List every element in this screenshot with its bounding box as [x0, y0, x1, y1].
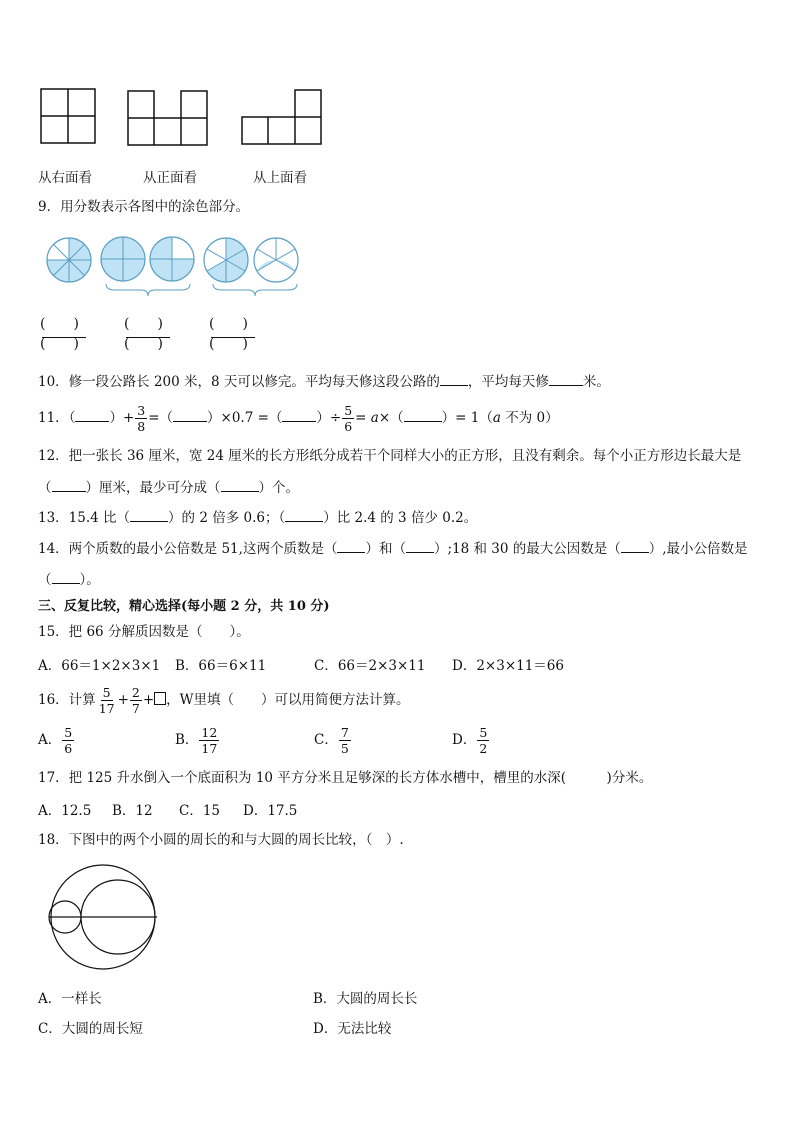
q9-circle-4	[202, 236, 250, 284]
view-top-label: 从上面看	[253, 170, 307, 186]
view-right-figure	[40, 88, 96, 144]
q11-blank-1[interactable]	[75, 421, 109, 422]
view-top-figure	[241, 89, 323, 145]
view-right-label: 从右面看	[38, 170, 92, 186]
q9-circle-2	[99, 235, 147, 283]
q15-option-d[interactable]: D．2×3×11＝66	[452, 658, 564, 674]
q18-circles-figure	[45, 864, 163, 970]
q13: 13．15.4 比（ ）的 2 倍多 0.6；（ ）比 2.4 的 3 倍少 0.2。	[38, 510, 478, 526]
q12-line-1: 12．把一张长 36 厘米，宽 24 厘米的长方形纸分成若干个同样大小的正方形，且没有剩余。每个小正方形边长最大是	[38, 448, 742, 464]
q9-answer-b-numerator[interactable]: ( )	[124, 316, 163, 332]
q15-option-a[interactable]: A．66＝1×2×3×1	[38, 658, 161, 674]
q9-circle-5	[252, 236, 300, 284]
q13-blank-1[interactable]	[130, 521, 168, 522]
q16-option-c[interactable]: C． $\frac{7}{5}$	[314, 725, 349, 756]
q12-blank-2[interactable]	[221, 491, 259, 492]
q16-fraction-2-7: $\frac{2}{7}$	[131, 685, 140, 716]
q18-option-c[interactable]: C．大圆的周长短	[38, 1021, 143, 1037]
q15-option-b[interactable]: B．66＝6×11	[175, 658, 267, 674]
q9-answer-a-denominator[interactable]: ( )	[40, 336, 79, 352]
q11-fraction-3-8: $\frac{3}{8}$	[137, 403, 146, 434]
q10-blank-1[interactable]	[440, 385, 468, 386]
q16-option-d[interactable]: D． $\frac{5}{2}$	[452, 725, 488, 756]
q14-blank-3[interactable]	[621, 552, 649, 553]
q9-answer-c-denominator[interactable]: ( )	[209, 336, 248, 352]
q18-option-a[interactable]: A．一样长	[38, 991, 102, 1007]
q12-blank-1[interactable]	[52, 491, 86, 492]
q17-option-c[interactable]: C．15	[179, 803, 221, 819]
q18-option-b[interactable]: B．大圆的周长长	[313, 991, 418, 1007]
q10: 10．修一段公路长 200 米，8 天可以修完。平均每天修这段公路的 ，平均每天修 米。	[38, 374, 610, 390]
q9-answer-a	[40, 314, 79, 354]
q15-option-c[interactable]: C．66＝2×3×11	[314, 658, 426, 674]
q9-brace-1	[105, 283, 191, 297]
q10-blank-2[interactable]	[549, 385, 583, 386]
section-3-title: 三、反复比较，精心选择(每小题 2 分，共 10 分)	[38, 599, 330, 614]
q11-blank-4[interactable]	[404, 421, 442, 422]
q17-option-b[interactable]: B．12	[112, 803, 153, 819]
q12-line-2: （ ）厘米，最少可分成（ ）个。	[38, 480, 299, 496]
q9-answer-b	[124, 314, 163, 354]
q9-brace-2	[212, 283, 298, 297]
q14-line-1: 14．两个质数的最小公倍数是 51,这两个质数是（ ）和（ ）;18 和 30 的最大公因数是（ ）,最小公倍数是	[38, 541, 748, 557]
q9-answer-b-denominator[interactable]: ( )	[124, 336, 163, 352]
q14-blank-2[interactable]	[406, 552, 434, 553]
q18-text: 18．下图中的两个小圆的周长的和与大圆的周长比较，（ ）.	[38, 832, 404, 848]
q9-answer-c-numerator[interactable]: ( )	[209, 316, 248, 332]
q14-blank-4[interactable]	[52, 583, 80, 584]
q11-fraction-5-6: $\frac{5}{6}$	[344, 403, 353, 434]
q16-fraction-5-17: $\frac{5}{17}$	[98, 685, 115, 716]
q15-text: 15．把 66 分解质因数是（ ）。	[38, 624, 250, 640]
q16-text: 16．计算 $\frac{5}{17}$ + $\frac{2}{7}$ + ，W里填（ ）可以用简便方法计算。	[38, 685, 410, 716]
q16-option-a[interactable]: A． $\frac{5}{6}$	[38, 725, 73, 756]
q13-blank-2[interactable]	[285, 521, 323, 522]
q14-line-2: （ ）。	[38, 572, 100, 588]
q18-option-d[interactable]: D．无法比较	[313, 1021, 392, 1037]
q11: 11．（ ）+ $\frac{3}{8}$ =（ ）×0.7 =（ ）÷ $\frac{5}{6}$ = a×（ ）= 1（a 不为 0）	[38, 403, 559, 434]
q14-blank-1[interactable]	[337, 552, 365, 553]
q9-answer-c	[209, 314, 248, 354]
q11-blank-2[interactable]	[173, 421, 207, 422]
q17-text: 17．把 125 升水倒入一个底面积为 10 平方分米且足够深的长方体水槽中，槽里的水深( )分米。	[38, 770, 653, 786]
q11-blank-3[interactable]	[282, 421, 316, 422]
q9-circle-3	[148, 235, 196, 283]
square-box-icon	[154, 692, 166, 705]
view-front-label: 从正面看	[143, 170, 197, 186]
q17-option-a[interactable]: A．12.5	[38, 803, 92, 819]
q9-circle-1	[45, 236, 93, 284]
q16-option-b[interactable]: B． $\frac{12}{17}$	[175, 725, 218, 756]
view-front-figure	[127, 90, 209, 146]
q17-option-d[interactable]: D．17.5	[243, 803, 298, 819]
q9-text: 9．用分数表示各图中的涂色部分。	[38, 199, 250, 215]
q9-answer-a-numerator[interactable]: ( )	[40, 316, 79, 332]
